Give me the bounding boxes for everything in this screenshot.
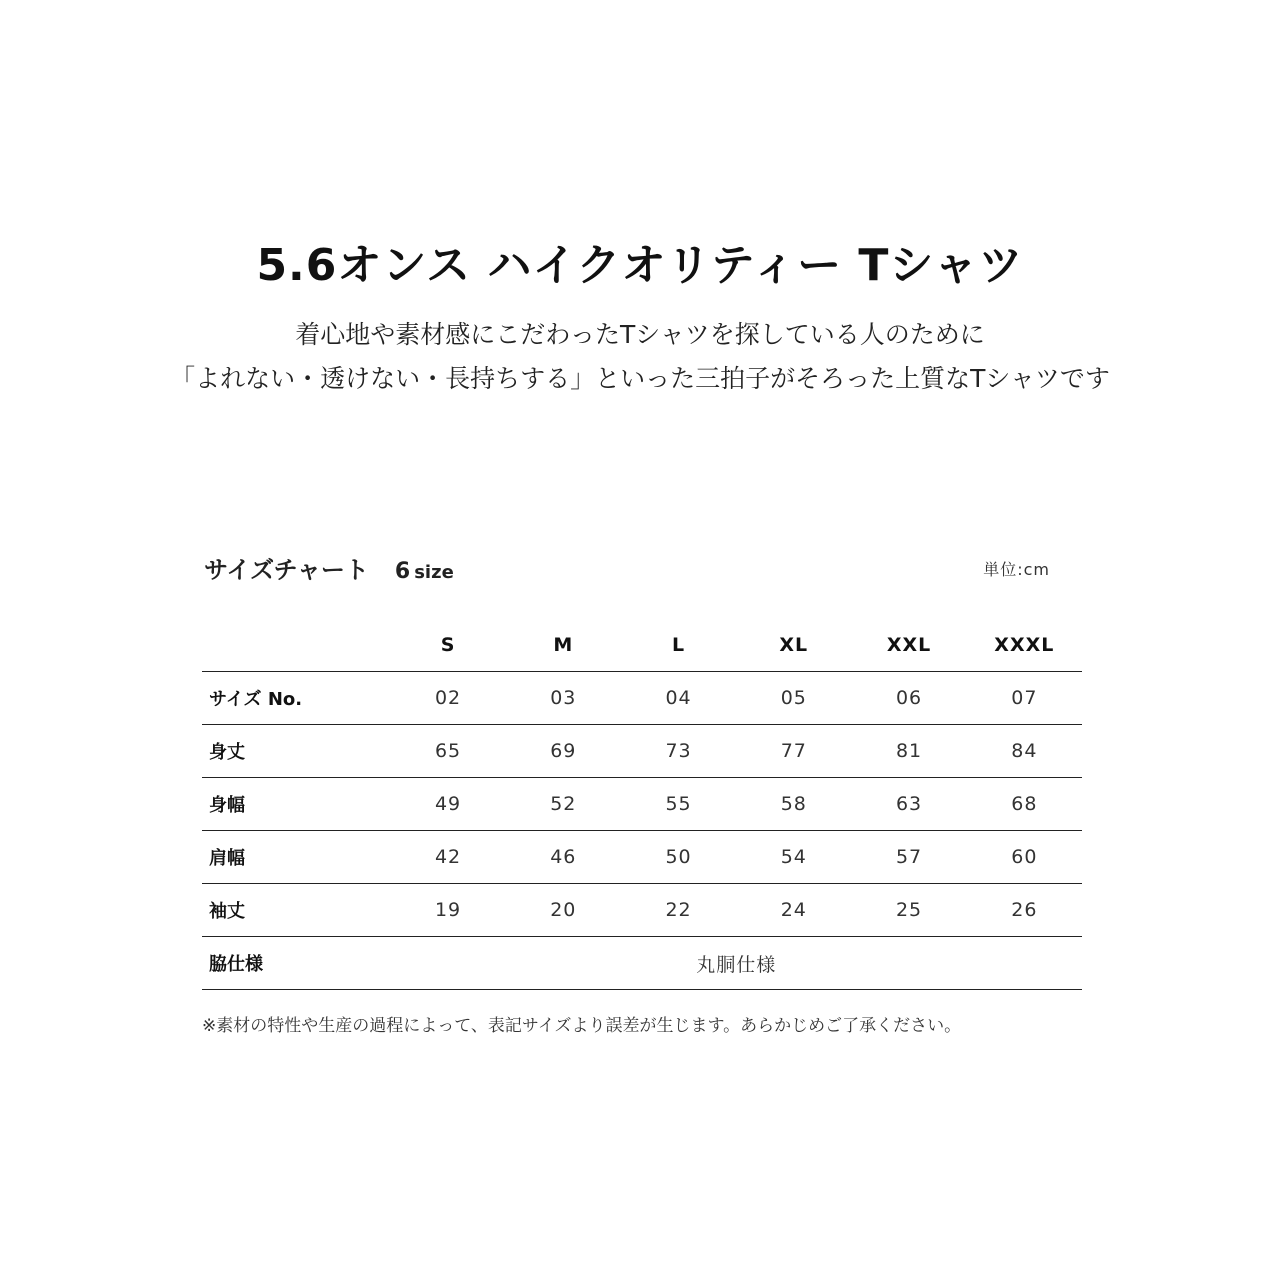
table-row-sleeve-length xyxy=(202,884,1082,937)
table-cell: 04 xyxy=(621,672,736,725)
table-cell: 60 xyxy=(967,831,1082,884)
size-header: XL xyxy=(736,618,851,672)
lead-text-line-1: 着心地や素材感にこだわったTシャツを探している人のために xyxy=(295,320,985,349)
table-cell: 26 xyxy=(967,884,1082,937)
table-cell: 22 xyxy=(621,884,736,937)
size-header: S xyxy=(390,618,505,672)
table-cell: 19 xyxy=(390,884,505,937)
table-cell: 07 xyxy=(967,672,1082,725)
size-chart-header xyxy=(204,553,1050,589)
row-label: 肩幅 xyxy=(202,831,390,884)
table-cell: 25 xyxy=(851,884,966,937)
size-count xyxy=(395,555,454,590)
size-chart-title xyxy=(204,553,454,590)
table-cell: 03 xyxy=(506,672,621,725)
table-row-size-no xyxy=(202,672,1082,725)
table-row-body-width xyxy=(202,778,1082,831)
table-cell: 49 xyxy=(390,778,505,831)
size-header: XXXL xyxy=(967,618,1082,672)
size-count-number: 6 xyxy=(394,559,411,584)
row-label: 脇仕様 xyxy=(202,937,390,990)
table-cell: 77 xyxy=(736,725,851,778)
table-cell: 69 xyxy=(506,725,621,778)
size-count-suffix: size xyxy=(414,562,454,583)
row-label: 身丈 xyxy=(202,725,390,778)
table-row-body-length xyxy=(202,725,1082,778)
table-cell: 65 xyxy=(390,725,505,778)
table-cell: 57 xyxy=(851,831,966,884)
page-title: 5.6オンス ハイクオリティー Tシャツ xyxy=(256,240,1024,291)
table-cell: 73 xyxy=(621,725,736,778)
table-cell: 63 xyxy=(851,778,966,831)
table-cell: 05 xyxy=(736,672,851,725)
size-header: XXL xyxy=(851,618,966,672)
table-cell: 52 xyxy=(506,778,621,831)
table-cell: 54 xyxy=(736,831,851,884)
unit-label: 単位:cm xyxy=(983,560,1050,579)
lead-text-line-2: 「よれない・透けない・長持ちする」といった三拍子がそろった上質なTシャツです xyxy=(170,364,1110,393)
row-label: 身幅 xyxy=(202,778,390,831)
table-cell: 84 xyxy=(967,725,1082,778)
table-cell: 46 xyxy=(506,831,621,884)
table-cell: 68 xyxy=(967,778,1082,831)
side-spec-value: 丸胴仕様 xyxy=(390,937,1082,990)
table-row-shoulder-width xyxy=(202,831,1082,884)
table-cell: 42 xyxy=(390,831,505,884)
size-header-row xyxy=(202,618,1082,672)
table-row-side-spec xyxy=(202,937,1082,990)
table-cell: 06 xyxy=(851,672,966,725)
table-cell: 24 xyxy=(736,884,851,937)
disclaimer-note: ※素材の特性や生産の過程によって、表記サイズより誤差が生じます。あらかじめご了承ください。 xyxy=(202,1016,962,1036)
size-header: L xyxy=(621,618,736,672)
table-cell: 50 xyxy=(621,831,736,884)
table-cell: 58 xyxy=(736,778,851,831)
header-empty-cell xyxy=(202,618,390,672)
table-cell: 20 xyxy=(506,884,621,937)
table-cell: 81 xyxy=(851,725,966,778)
size-table xyxy=(202,618,1082,990)
row-label: 袖丈 xyxy=(202,884,390,937)
row-label: サイズ No. xyxy=(202,672,390,725)
size-header: M xyxy=(506,618,621,672)
table-cell: 02 xyxy=(390,672,505,725)
size-chart-title-text: サイズチャート xyxy=(204,556,369,584)
table-cell: 55 xyxy=(621,778,736,831)
